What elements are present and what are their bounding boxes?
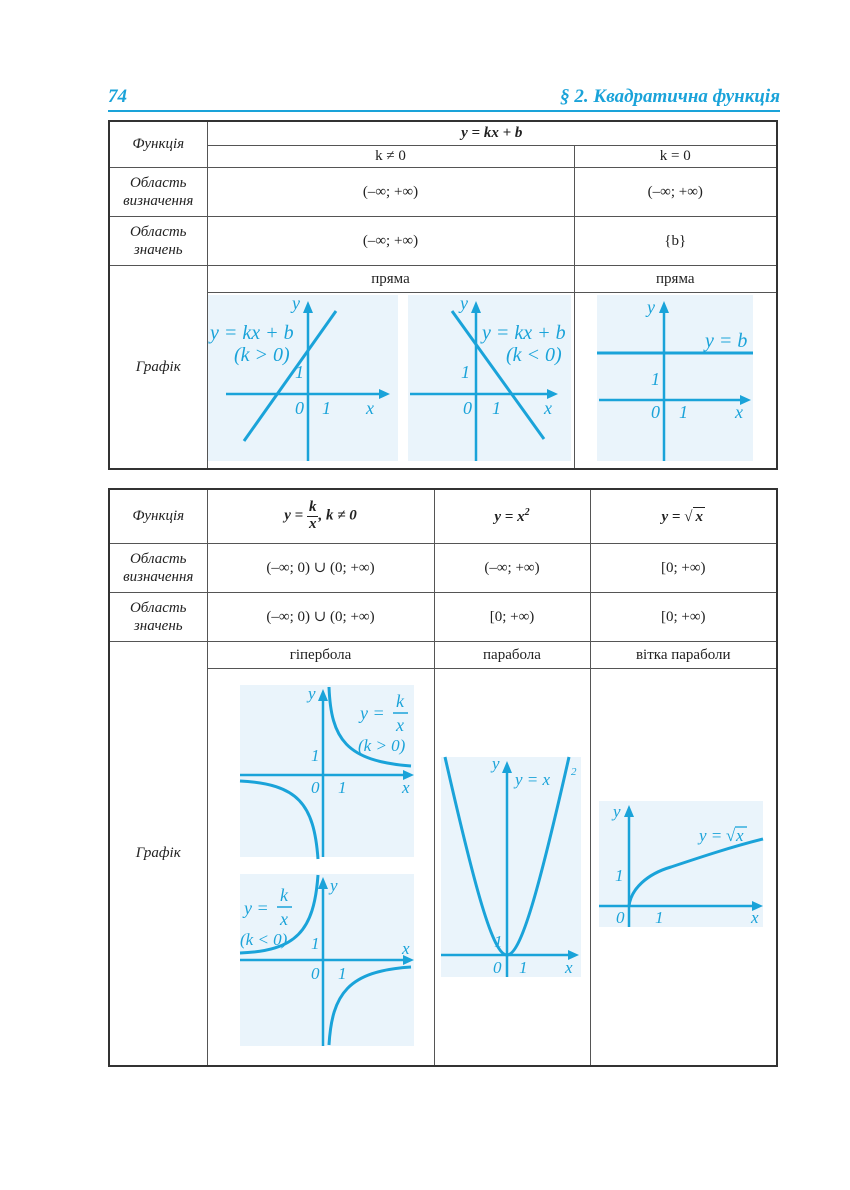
par-one-y: 1 <box>494 931 503 951</box>
sqrt-svg <box>591 669 776 1060</box>
parabola-svg <box>435 669 589 1060</box>
par-origin: 0 <box>493 957 502 977</box>
par-axis-x: x <box>565 957 573 977</box>
sqrt-prefix: y = <box>661 508 681 525</box>
linear-graphs-svg <box>208 293 573 463</box>
linear-function-table <box>108 120 778 470</box>
functions-table <box>108 488 778 1067</box>
section-title: § 2. Квадратична функція <box>560 86 780 107</box>
hyp-neg-axis-x: x <box>402 938 410 958</box>
label-graph-2: Графік <box>109 641 207 1066</box>
label-domain-2: Область визначення <box>109 543 207 592</box>
linear-graph-name-2: пряма <box>574 265 777 292</box>
sqrt-origin: 0 <box>615 907 625 927</box>
parabola-formula <box>434 489 590 543</box>
linear-range-1: (–∞; +∞) <box>207 216 574 265</box>
par-axis-y: y <box>492 753 500 773</box>
tick-y-one-b: 1 <box>461 361 470 382</box>
hyp-neg-origin: 0 <box>311 963 320 983</box>
label-y-eq-b: y = b <box>705 329 748 352</box>
axis-y-c: y <box>647 296 656 317</box>
hyp-pos-y-eq: y = <box>360 702 385 723</box>
label-range: Область значень <box>109 216 207 265</box>
axis-x-a: x <box>366 397 374 418</box>
sqrt-range: [0; +∞) <box>590 592 777 641</box>
tick-y-one-c: 1 <box>651 368 661 389</box>
sqrt-axis-x: x <box>750 907 759 927</box>
hyperbola-graphs <box>207 668 434 1066</box>
page-number: 74 <box>108 86 127 107</box>
hyp-range: (–∞; 0) ∪ (0; +∞) <box>207 592 434 641</box>
sqrt-axis-y: y <box>612 801 621 821</box>
sqrt-graph-name: вітка параболи <box>590 641 777 668</box>
axis-x-c: x <box>735 401 744 422</box>
hyperbola-formula <box>207 489 434 543</box>
sqrt-label-rad: x <box>735 825 744 845</box>
axis-y-a: y <box>292 292 300 313</box>
hyp-pos-cond: (k > 0) <box>358 735 406 755</box>
page-header <box>108 86 780 112</box>
label-function-2: Функція <box>109 489 207 543</box>
hyp-neg-axis-y: y <box>330 875 338 895</box>
hyp-neg-one-x: 1 <box>338 963 347 983</box>
hyp-domain: (–∞; 0) ∪ (0; +∞) <box>207 543 434 592</box>
tick-y-one-a: 1 <box>295 361 304 382</box>
linear-graph-k-zero <box>574 292 777 469</box>
par-domain: (–∞; +∞) <box>434 543 590 592</box>
sqrt-domain: [0; +∞) <box>590 543 777 592</box>
label-k-neg: (k < 0) <box>506 343 562 366</box>
hyp-neg-num: k <box>280 884 288 905</box>
hyp-neg-cond: (k < 0) <box>240 929 288 949</box>
origin-c: 0 <box>651 401 661 422</box>
tick-x-one-b: 1 <box>492 397 501 418</box>
hyp-pos-origin: 0 <box>311 777 320 797</box>
hyp-pos-one-x: 1 <box>338 777 347 797</box>
linear-domain-1: (–∞; +∞) <box>207 167 574 216</box>
sqrt-formula: y = √ x <box>590 489 777 543</box>
hyp-pos-one-y: 1 <box>311 745 320 765</box>
hyp-pos-axis-y: y <box>308 683 316 703</box>
par-label-exp: 2 <box>571 765 577 778</box>
hyp-neg-den: x <box>280 908 288 929</box>
tick-x-one-a: 1 <box>322 397 331 418</box>
par-one-x: 1 <box>519 957 528 977</box>
label-domain: Область визначення <box>109 167 207 216</box>
label-function: Функція <box>109 121 207 167</box>
sqrt-one-x: 1 <box>654 907 664 927</box>
label-kx-b-pos: y = kx + b <box>210 321 294 344</box>
origin-b: 0 <box>463 397 472 418</box>
linear-formula: y = kx + b <box>207 121 777 145</box>
label-graph: Графік <box>109 265 207 469</box>
tick-x-one-c: 1 <box>679 401 689 422</box>
sqrt-rad: x <box>695 508 703 525</box>
linear-range-2: {b} <box>574 216 777 265</box>
hyp-num: k <box>308 499 317 515</box>
hyp-pos-axis-x: x <box>402 777 410 797</box>
par-base: y = x <box>494 508 525 525</box>
linear-domain-2: (–∞; +∞) <box>574 167 777 216</box>
hyp-cond: , k ≠ 0 <box>318 507 357 524</box>
linear-graph-name-1: пряма <box>207 265 574 292</box>
axis-x-b: x <box>544 397 552 418</box>
hyp-fraction <box>307 500 319 533</box>
sqrt-graph <box>590 668 777 1066</box>
hyp-neg-y-eq: y = <box>244 897 269 918</box>
par-range: [0; +∞) <box>434 592 590 641</box>
hyp-den: x <box>308 515 317 532</box>
parabola-graph <box>434 668 590 1066</box>
label-k-pos: (k > 0) <box>234 343 290 366</box>
hyp-pos-num: k <box>396 690 404 711</box>
hyp-neg-one-y: 1 <box>311 933 320 953</box>
hyp-pos-den: x <box>396 714 404 735</box>
sqrt-label: y = <box>698 825 723 845</box>
hyp-prefix: y = <box>284 507 304 524</box>
condition-k-nonzero: k ≠ 0 <box>207 145 574 167</box>
hyperbola-svg <box>208 669 433 1060</box>
constant-graph-svg <box>575 293 775 463</box>
sqrt-one-y: 1 <box>614 865 624 885</box>
axis-y-b: y <box>460 292 468 313</box>
label-kx-b-neg: y = kx + b <box>482 321 566 344</box>
svg-text:√: √ <box>725 825 736 845</box>
par-label: y = x <box>515 769 551 789</box>
par-exp: 2 <box>524 506 530 518</box>
condition-k-zero: k = 0 <box>574 145 777 167</box>
origin-a: 0 <box>295 397 304 418</box>
linear-graphs-k-nonzero <box>207 292 574 469</box>
hyp-graph-name: гіпербола <box>207 641 434 668</box>
label-range-2: Область значень <box>109 592 207 641</box>
par-graph-name: парабола <box>434 641 590 668</box>
